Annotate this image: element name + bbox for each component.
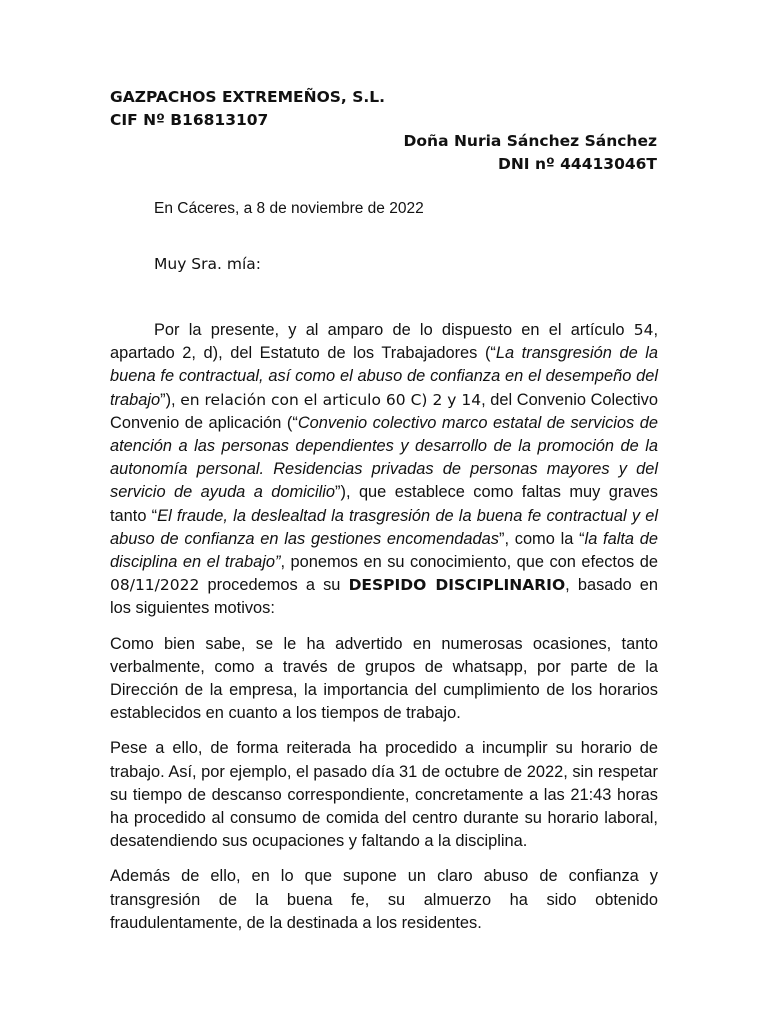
effective-date: 08/11/2022 <box>110 576 200 595</box>
paragraph-text: 54 <box>633 321 654 339</box>
paragraph-text: que establece como faltas muy graves tanto “ <box>110 483 658 525</box>
paragraph-text: Por la presente, y al amparo de lo dispuesto en el artículo <box>154 321 634 339</box>
recipient-dni: DNI nº 44413046T <box>497 155 657 173</box>
date-line: En Cáceres, a 8 de noviembre de 2022 <box>154 200 424 217</box>
recipient-name: Doña Nuria Sánchez Sánchez <box>403 132 657 150</box>
recipient-block <box>404 130 657 176</box>
quoted-agreement: Convenio colectivo marco estatal de servicios de atención a las personas dependientes y desarrollo de la promoción de la autonomía personal. Residencias privadas de personas mayores y del servicio de ayuda a domicilio <box>110 413 658 502</box>
paragraph-dismissal-notice <box>110 319 658 621</box>
paragraph-text: como la “ <box>514 529 585 548</box>
paragraph-text: , ponemos en su conocimiento, que con efectos de <box>280 553 658 572</box>
sender-company: GAZPACHOS EXTREMEÑOS, S.L. <box>110 88 386 106</box>
paragraph-text: , del Convenio Colectivo Convenio de aplicación (“ <box>110 390 658 432</box>
sender-cif: CIF Nº B16813107 <box>110 111 269 129</box>
paragraph-text: ”), <box>160 390 181 409</box>
paragraph-text: ”, <box>498 529 515 548</box>
letter-body <box>110 319 658 947</box>
salutation: Muy Sra. mía: <box>154 255 261 273</box>
paragraph-text: , apartado 2, d), del Estatuto de los Trabajadores (“ <box>110 321 658 363</box>
paragraph-breach-of-trust: Además de ello, en lo que supone un claro abuso de confianza y transgresión de la buena fe, su almuerzo ha sido obtenido fraudulentamente, de la destinada a los residentes. <box>110 867 658 932</box>
quoted-statute: La transgresión de la buena fe contractual, así como el abuso de confianza en el desempeño del trabajo <box>110 344 659 409</box>
paragraph-text: , basado en los siguientes motivos: <box>110 576 658 618</box>
sender-block <box>110 86 385 132</box>
paragraph-text: procedemos a su <box>199 576 349 595</box>
quoted-discipline: la falta de disciplina en el trabajo” <box>110 529 659 572</box>
paragraph-text: en relación con el articulo 60 C) 2 y 14 <box>180 390 482 409</box>
quoted-fault: El fraude, la deslealtad la trasgresión de la buena fe contractual y el abuso de confianza en las gestiones encomendadas <box>110 506 659 548</box>
paragraph-schedule-breach: Pese a ello, de forma reiterada ha procedido a incumplir su horario de trabajo. Así, por ejemplo, el pasado día 31 de octubre de 2022, sin respetar su tiempo de descanso correspondiente, concretamente a las 21:43 horas ha procedido al consumo de comida del centro durante su horario laboral, desatendiendo sus ocupaciones y faltando a la disciplina. <box>110 739 658 851</box>
dismissal-type: DESPIDO DISCIPLINARIO <box>348 576 566 595</box>
paragraph-text: ”), <box>335 483 359 502</box>
paragraph-warnings: Como bien sabe, se le ha advertido en numerosas ocasiones, tanto verbalmente, como a través de grupos de whatsapp, por parte de la Dirección de la empresa, la importancia del cumplimiento de los horarios establecidos en cuanto a los tiempos de trabajo. <box>110 634 658 723</box>
